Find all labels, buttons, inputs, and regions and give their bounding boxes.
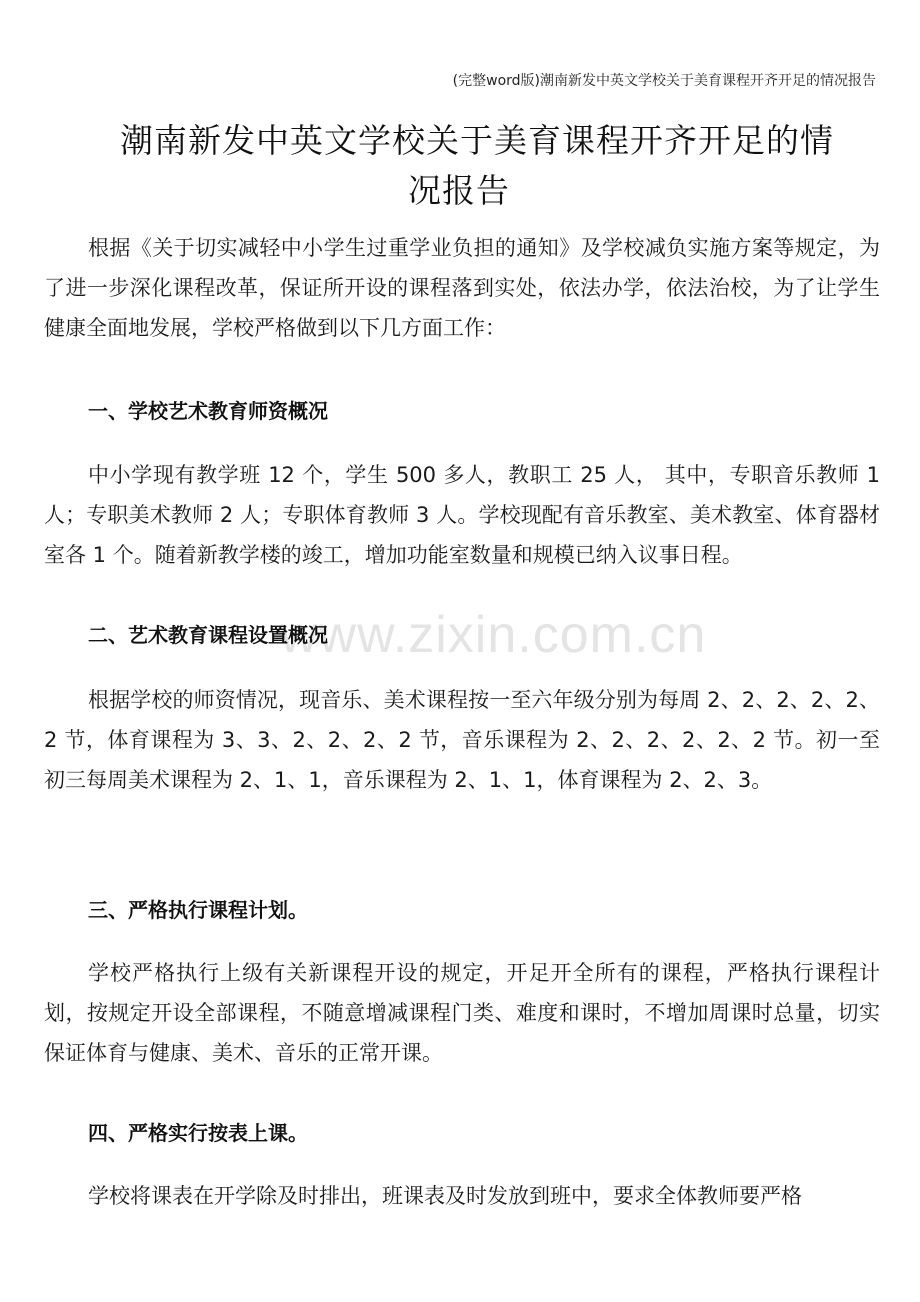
watermark: www.zixin.com.cn bbox=[280, 606, 707, 664]
section-body-2: 根据学校的师资情况，现音乐、美术课程按一至六年级分别为每周 2、2、2、2、2、2 节，体育课程为 3、3、2、2、2、2 节，音乐课程为 2、2、2、2、2、2 节。初一至初三每周美术课程为 2、1、1，音乐课程为 2、1、1，体育课程为 2、2、3。 bbox=[44, 688, 880, 792]
section-body-1: 中小学现有教学班 12 个，学生 500 多人，教职工 25 人， 其中，专职音乐教师 1 人；专职美术教师 2 人；专职体育教师 3 人。学校现配有音乐教室、美术教室、体育器材室各 1 个。随着新教学楼的竣工，增加功能室数量和规模已纳入议事日程。 bbox=[44, 463, 880, 567]
section-body-3: 学校严格执行上级有关新课程开设的规定，开足开全所有的课程，严格执行课程计划，按规定开设全部课程，不随意增减课程门类、难度和课时，不增加周课时总量，切实保证体育与健康、美术、音乐的正常开课。 bbox=[44, 961, 880, 1065]
intro-paragraph: 根据《关于切实减轻中小学生过重学业负担的通知》及学校减负实施方案等规定，为了进一步深化课程改革，保证所开设的课程落到实处，依法办学，依法治校，为了让学生健康全面地发展，学校严格做到以下几方面工作： bbox=[44, 236, 880, 340]
running-header: (完整word版)潮南新发中英文学校关于美育课程开齐开足的情况报告 bbox=[452, 73, 876, 89]
section-body-4: 学校将课表在开学除及时排出，班课表及时发放到班中，要求全体教师要严格 bbox=[88, 1184, 802, 1208]
section-heading-3: 三、严格执行课程计划。 bbox=[88, 898, 308, 922]
section-heading-1: 一、学校艺术教育师资概况 bbox=[88, 399, 328, 423]
section-heading-4: 四、严格实行按表上课。 bbox=[88, 1121, 308, 1145]
title-line-2: 况报告 bbox=[408, 171, 510, 210]
title-line-1: 潮南新发中英文学校关于美育课程开齐开足的情 bbox=[120, 121, 834, 160]
section-heading-2: 二、艺术教育课程设置概况 bbox=[88, 623, 328, 647]
document-title bbox=[120, 116, 880, 216]
